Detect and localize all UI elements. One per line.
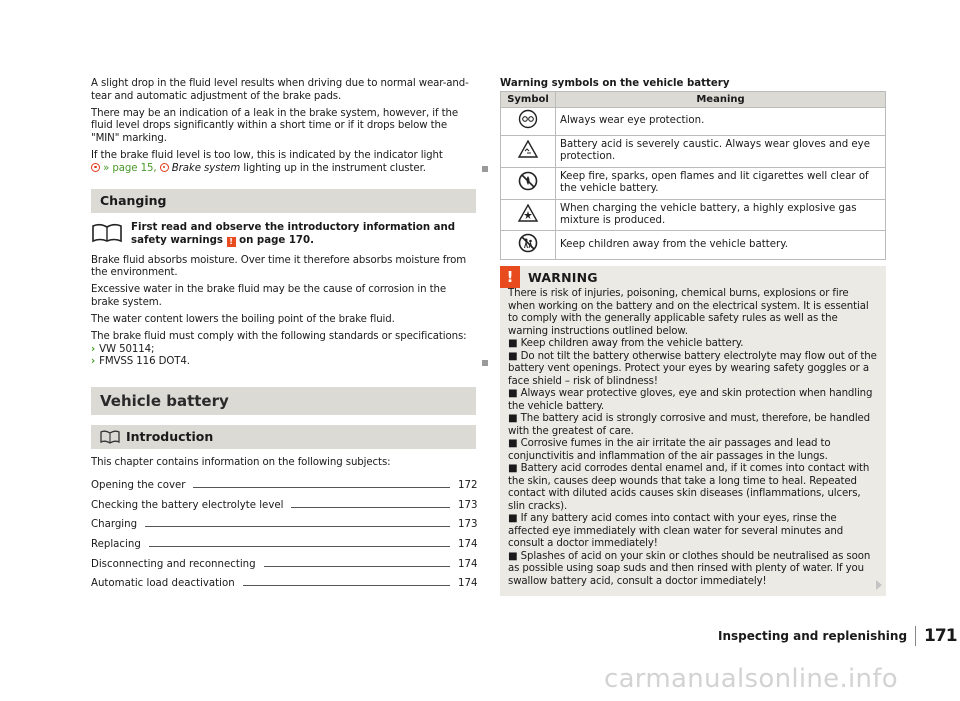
introduction-heading [91, 425, 476, 449]
chevron-right-icon: › [91, 343, 96, 355]
warning-item-text: Corrosive fumes in the air irritate the air passages and lead to conjunctivitis and inflammation of the air passages in the lungs. [508, 438, 831, 462]
warning-symbols-table [500, 91, 886, 260]
watermark: carmanualsonline.info [603, 664, 898, 694]
warning-item [508, 438, 878, 463]
section-end-mark [482, 360, 488, 366]
first-read-page: on page 170. [239, 234, 314, 246]
col-meaning: Meaning [556, 92, 886, 108]
paragraph-boiling: The water content lowers the boiling point of the brake fluid. [91, 314, 395, 326]
eye-protection-icon [518, 109, 538, 129]
toc-page: 173 [458, 499, 478, 511]
toc-item[interactable] [91, 491, 476, 511]
paragraph-corrosion: Excessive water in the brake fluid may be the cause of corrosion in the brake system. [91, 284, 447, 308]
warning-item-text: Always wear protective gloves, eye and skin protection when handling the vehicle battery. [508, 388, 873, 412]
toc-list [91, 472, 476, 590]
brake-system-label: Brake system [171, 162, 241, 174]
toc-lead: This chapter contains information on the following subjects: [91, 457, 391, 469]
right-column [500, 78, 886, 596]
toc-label: Replacing [91, 539, 141, 551]
warning-item [508, 513, 878, 551]
paragraph-moisture: Brake fluid absorbs moisture. Over time it therefore absorbs moisture from the environment. [91, 254, 467, 279]
table-row [501, 108, 886, 136]
section-end-mark [482, 166, 488, 172]
square-bullet-icon: ■ [508, 438, 521, 450]
toc-item[interactable] [91, 472, 476, 492]
square-bullet-icon: ■ [508, 550, 521, 562]
paragraph-standards [91, 331, 476, 369]
toc-label: Opening the cover [91, 480, 186, 492]
toc-page: 174 [458, 558, 478, 570]
warning-item-text: If any battery acid comes into contact with your eyes, rinse the affected eye immediately with clean water for several minutes and consult a doctor immediately! [508, 513, 844, 550]
warning-item [508, 463, 878, 513]
table-header [501, 92, 886, 108]
toc-label: Disconnecting and reconnecting [91, 558, 256, 570]
changing-heading: Changing [91, 189, 476, 213]
square-bullet-icon: ■ [508, 388, 521, 400]
table-row [501, 199, 886, 231]
page-15-link[interactable]: » page 15, [103, 162, 157, 174]
paragraph-leak: There may be an indication of a leak in the brake system, however, if the fluid level drops significantly within a short time or if it drops below the "MIN" marking. [91, 107, 459, 144]
col-symbol: Symbol [501, 92, 556, 108]
toc-label: Automatic load deactivation [91, 578, 235, 590]
indicator-suffix: lighting up in the instrument cluster. [243, 162, 426, 174]
toc-leader [264, 566, 450, 567]
table-row [501, 167, 886, 199]
warning-item [508, 551, 878, 589]
paragraph-indicator [91, 150, 476, 175]
square-bullet-icon: ■ [508, 463, 521, 475]
square-bullet-icon: ■ [508, 338, 521, 350]
standards-text: The brake fluid must comply with the following standards or specifications: [91, 331, 467, 343]
page-footer [718, 626, 957, 646]
toc-label: Charging [91, 519, 138, 531]
toc-page: 174 [458, 578, 478, 590]
warning-box [500, 266, 886, 596]
table-row [501, 231, 886, 260]
warning-item [508, 351, 878, 389]
warning-item-text: Battery acid corrodes dental enamel and, if it comes into contact with the skin, causes deep wounds that take a long time to heal. Repeated contact with diluted acids causes skin diseases (inflammations, ulcers, slin cracks). [508, 463, 870, 512]
open-book-icon [91, 222, 123, 244]
introduction-label: Introduction [126, 429, 214, 445]
footer-section: Inspecting and replenishing [718, 629, 908, 643]
square-bullet-icon: ■ [508, 413, 521, 425]
table-title: Warning symbols on the vehicle battery [500, 78, 730, 89]
toc-page: 172 [458, 480, 478, 492]
open-book-icon [100, 430, 120, 444]
toc-leader [243, 585, 450, 586]
meaning-cell: Keep children away from the vehicle battery. [556, 231, 886, 260]
paragraph-drop: A slight drop in the fluid level results when driving due to normal wear-and-tear and automatic adjustment of the brake pads. [91, 78, 469, 102]
indicator-text: If the brake fluid level is too low, this is indicated by the indicator light [91, 150, 443, 162]
brake-warning-icon [91, 163, 100, 172]
warning-item-text: The battery acid is strongly corrosive and must, therefore, be handled with the greatest of care. [508, 413, 871, 437]
warning-item-text: Do not tilt the battery otherwise battery electrolyte may flow out of the battery vent openings. Protect your eyes by wearing safety goggles or a face shield – risk of blindness! [508, 350, 877, 387]
warning-header [500, 266, 878, 288]
vehicle-battery-heading: Vehicle battery [91, 387, 476, 415]
no-fire-icon [518, 171, 538, 191]
table-row [501, 136, 886, 168]
square-bullet-icon: ■ [508, 350, 521, 362]
warning-label: WARNING [528, 269, 598, 285]
warning-item [508, 338, 878, 351]
continue-arrow-icon [876, 580, 882, 590]
toc-leader [149, 546, 450, 547]
first-read-note [91, 222, 476, 247]
toc-page: 173 [458, 519, 478, 531]
caustic-acid-icon [517, 139, 539, 159]
warning-item-text: Splashes of acid on your skin or clothes should be neutralised as soon as possible using soap suds and then rinsed with plenty of water. If you swallow battery acid, consult a doctor immediately! [508, 550, 871, 587]
toc-page: 174 [458, 539, 478, 551]
toc-leader [193, 487, 450, 488]
brake-warning-icon [160, 163, 169, 172]
page-number: 171 [915, 626, 957, 646]
toc-leader [145, 526, 450, 527]
first-read-text: First read and observe the introductory information and safety warnings [131, 222, 456, 246]
meaning-cell: When charging the vehicle battery, a highly explosive gas mixture is produced. [556, 199, 886, 231]
toc-item[interactable] [91, 511, 476, 531]
warning-item [508, 413, 878, 438]
warning-lead: There is risk of injuries, poisoning, chemical burns, explosions or fire when working on the battery and on the electrical system. It is essential to comply with the generally applicable safety rules as well as the warning instructions outlined below. [508, 288, 869, 337]
chevron-right-icon: › [91, 356, 96, 368]
square-bullet-icon: ■ [508, 513, 521, 525]
meaning-cell: Always wear eye protection. [556, 108, 886, 136]
toc-leader [291, 507, 450, 508]
spec-item: VW 50114; [99, 343, 155, 355]
meaning-cell: Keep fire, sparks, open flames and lit cigarettes well clear of the vehicle battery. [556, 167, 886, 199]
warning-item [508, 388, 878, 413]
toc-item[interactable] [91, 570, 476, 590]
keep-children-away-icon [518, 233, 538, 253]
warning-item-text: Keep children away from the vehicle battery. [520, 338, 744, 350]
spec-item: FMVSS 116 DOT4. [99, 356, 190, 368]
toc-label: Checking the battery electrolyte level [91, 499, 284, 511]
warning-small-icon: ! [227, 237, 236, 247]
warning-icon: ! [500, 266, 520, 288]
meaning-cell: Battery acid is severely caustic. Always wear gloves and eye protection. [556, 136, 886, 168]
toc-item[interactable] [91, 550, 476, 570]
left-column [91, 78, 476, 589]
toc-item[interactable] [91, 530, 476, 550]
explosive-gas-icon [517, 203, 539, 223]
